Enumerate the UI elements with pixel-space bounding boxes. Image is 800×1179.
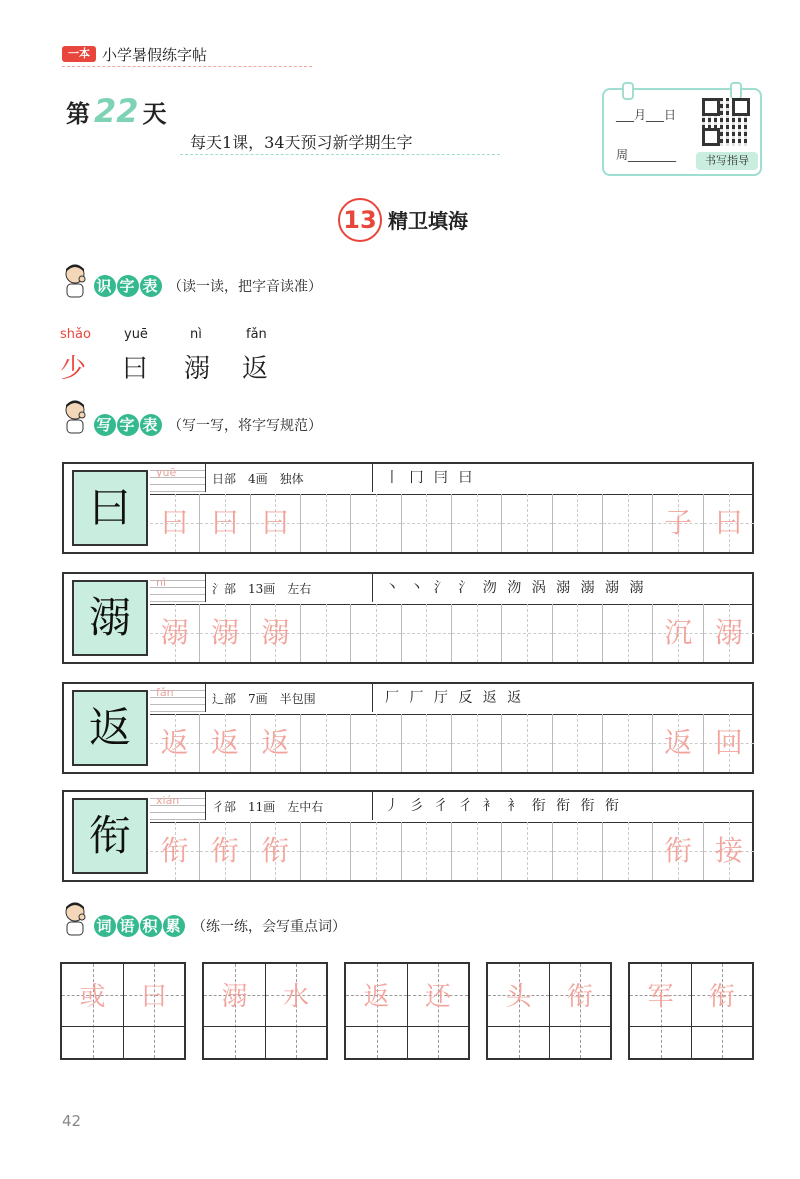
practice-cell[interactable] bbox=[351, 494, 401, 552]
practice-cell[interactable]: 接 bbox=[704, 822, 754, 880]
vocab-box[interactable]: 返 还 bbox=[344, 962, 470, 1060]
model-character: 返 bbox=[72, 690, 148, 766]
practice-cell[interactable] bbox=[301, 822, 351, 880]
practice-cell[interactable] bbox=[502, 714, 552, 772]
qr-code-icon[interactable] bbox=[702, 98, 750, 146]
practice-grid bbox=[150, 822, 754, 880]
day-prefix: 第 bbox=[66, 100, 90, 128]
day-heading bbox=[66, 92, 167, 130]
pinyin-trace[interactable]: nì bbox=[150, 574, 206, 602]
book-title: 小学暑假练字帖 bbox=[102, 46, 208, 64]
practice-cell[interactable] bbox=[301, 494, 351, 552]
practice-cell[interactable] bbox=[402, 714, 452, 772]
practice-cell[interactable]: 溺 bbox=[251, 604, 301, 662]
practice-cell[interactable]: 衔 bbox=[653, 822, 703, 880]
literacy-section-title: 识 字 表 bbox=[94, 272, 163, 297]
writing-row bbox=[62, 682, 754, 774]
practice-grid bbox=[150, 714, 754, 772]
card-ring bbox=[622, 82, 634, 100]
practice-cell[interactable] bbox=[502, 604, 552, 662]
pinyin-fan: fǎn bbox=[246, 327, 267, 342]
stroke-order: 厂 厂 厅 反 返 返 bbox=[372, 684, 524, 712]
model-character: 溺 bbox=[72, 580, 148, 656]
practice-cell[interactable]: 曰 bbox=[704, 494, 754, 552]
writing-note: （写一写，将字写规范） bbox=[168, 418, 322, 434]
practice-cell[interactable]: 溺 bbox=[200, 604, 250, 662]
writing-section-title: 写 字 表 bbox=[94, 411, 163, 436]
practice-cell[interactable]: 曰 bbox=[150, 494, 200, 552]
practice-cell[interactable] bbox=[301, 714, 351, 772]
practice-cell[interactable] bbox=[452, 604, 502, 662]
vocab-box[interactable]: 军 衔 bbox=[628, 962, 754, 1060]
practice-cell[interactable] bbox=[553, 822, 603, 880]
practice-cell[interactable] bbox=[603, 714, 653, 772]
vocabulary-note: （练一练，会写重点词） bbox=[192, 919, 346, 935]
practice-cell[interactable]: 溺 bbox=[150, 604, 200, 662]
practice-cell[interactable] bbox=[452, 494, 502, 552]
practice-cell[interactable]: 返 bbox=[653, 714, 703, 772]
practice-cell[interactable]: 沉 bbox=[653, 604, 703, 662]
vocab-box[interactable]: 或 曰 bbox=[60, 962, 186, 1060]
vocab-box[interactable]: 溺 水 bbox=[202, 962, 328, 1060]
practice-grid bbox=[150, 494, 754, 552]
char-ni: 溺 bbox=[184, 354, 211, 384]
practice-cell[interactable] bbox=[301, 604, 351, 662]
practice-cell[interactable]: 衔 bbox=[251, 822, 301, 880]
practice-cell[interactable]: 返 bbox=[150, 714, 200, 772]
practice-cell[interactable] bbox=[603, 604, 653, 662]
stroke-order: 丨 冂 冃 曰 bbox=[372, 464, 475, 492]
radical-strokes-structure: 日部 4画 独体 bbox=[212, 472, 304, 486]
pinyin-yue: yuē bbox=[124, 327, 148, 342]
week-field[interactable]: 周________ bbox=[616, 148, 677, 162]
stroke-order: 丿 彡 彳 彳 衤 衤 衔 衔 衔 衔 bbox=[372, 792, 622, 820]
practice-cell[interactable] bbox=[452, 822, 502, 880]
practice-cell[interactable] bbox=[553, 494, 603, 552]
literacy-note: （读一读，把字音读准） bbox=[168, 279, 322, 295]
page-number: 42 bbox=[62, 1112, 82, 1130]
writing-row bbox=[62, 572, 754, 664]
char-shao: 少 bbox=[60, 354, 87, 384]
practice-cell[interactable] bbox=[402, 604, 452, 662]
day-suffix: 天 bbox=[142, 100, 167, 128]
lesson-number: 13 bbox=[338, 198, 382, 242]
practice-cell[interactable]: 返 bbox=[200, 714, 250, 772]
lesson-title: 精卫填海 bbox=[388, 209, 468, 233]
practice-cell[interactable] bbox=[553, 714, 603, 772]
practice-cell[interactable] bbox=[603, 822, 653, 880]
model-character: 衔 bbox=[72, 798, 148, 874]
date-card bbox=[602, 88, 762, 176]
practice-cell[interactable]: 曰 bbox=[251, 494, 301, 552]
brand-tag: 一本 bbox=[62, 46, 96, 62]
char-fan: 返 bbox=[242, 354, 269, 384]
radical-strokes-structure: 辶部 7画 半包围 bbox=[212, 692, 316, 706]
stroke-order: 丶 丶 氵 氵 沕 沕 涡 溺 溺 溺 溺 bbox=[372, 574, 647, 602]
practice-cell[interactable]: 衔 bbox=[200, 822, 250, 880]
practice-cell[interactable] bbox=[351, 604, 401, 662]
boy-thinking-icon bbox=[60, 900, 90, 936]
pinyin-trace[interactable]: fǎn bbox=[150, 684, 206, 712]
pinyin-shao: shǎo bbox=[60, 327, 91, 342]
pinyin-trace[interactable]: xián bbox=[150, 792, 206, 820]
practice-cell[interactable] bbox=[553, 604, 603, 662]
writing-row bbox=[62, 790, 754, 882]
practice-cell[interactable] bbox=[502, 494, 552, 552]
practice-cell[interactable] bbox=[351, 714, 401, 772]
practice-cell[interactable]: 曰 bbox=[200, 494, 250, 552]
char-yue: 曰 bbox=[122, 354, 149, 384]
practice-cell[interactable] bbox=[402, 494, 452, 552]
writing-guide-label[interactable]: 书写指导 bbox=[696, 152, 758, 170]
radical-strokes-structure: 彳部 11画 左中右 bbox=[212, 800, 324, 814]
model-character: 曰 bbox=[72, 470, 148, 546]
vocabulary-section-title: 词 语 积 累 bbox=[94, 912, 186, 937]
day-subtitle: 每天1课，34天预习新学期生字 bbox=[190, 133, 413, 152]
boy-reading-icon bbox=[60, 262, 90, 298]
header-divider bbox=[62, 66, 312, 68]
writing-row bbox=[62, 462, 754, 554]
practice-cell[interactable] bbox=[402, 822, 452, 880]
practice-cell[interactable] bbox=[351, 822, 401, 880]
date-field[interactable]: ___月___日 bbox=[616, 108, 677, 122]
practice-grid bbox=[150, 604, 754, 662]
boy-writing-icon bbox=[60, 398, 90, 434]
practice-cell[interactable]: 衔 bbox=[150, 822, 200, 880]
radical-strokes-structure: 氵部 13画 左右 bbox=[212, 582, 312, 596]
day-number: 22 bbox=[94, 92, 139, 130]
practice-cell[interactable]: 溺 bbox=[704, 604, 754, 662]
practice-cell[interactable] bbox=[452, 714, 502, 772]
practice-cell[interactable]: 子 bbox=[653, 494, 703, 552]
practice-cell[interactable]: 回 bbox=[704, 714, 754, 772]
practice-cell[interactable]: 返 bbox=[251, 714, 301, 772]
practice-cell[interactable] bbox=[603, 494, 653, 552]
pinyin-ni: nì bbox=[190, 327, 202, 342]
subtitle-divider bbox=[180, 154, 500, 156]
vocab-box[interactable]: 头 衔 bbox=[486, 962, 612, 1060]
pinyin-trace[interactable]: yuē bbox=[150, 464, 206, 492]
practice-cell[interactable] bbox=[502, 822, 552, 880]
